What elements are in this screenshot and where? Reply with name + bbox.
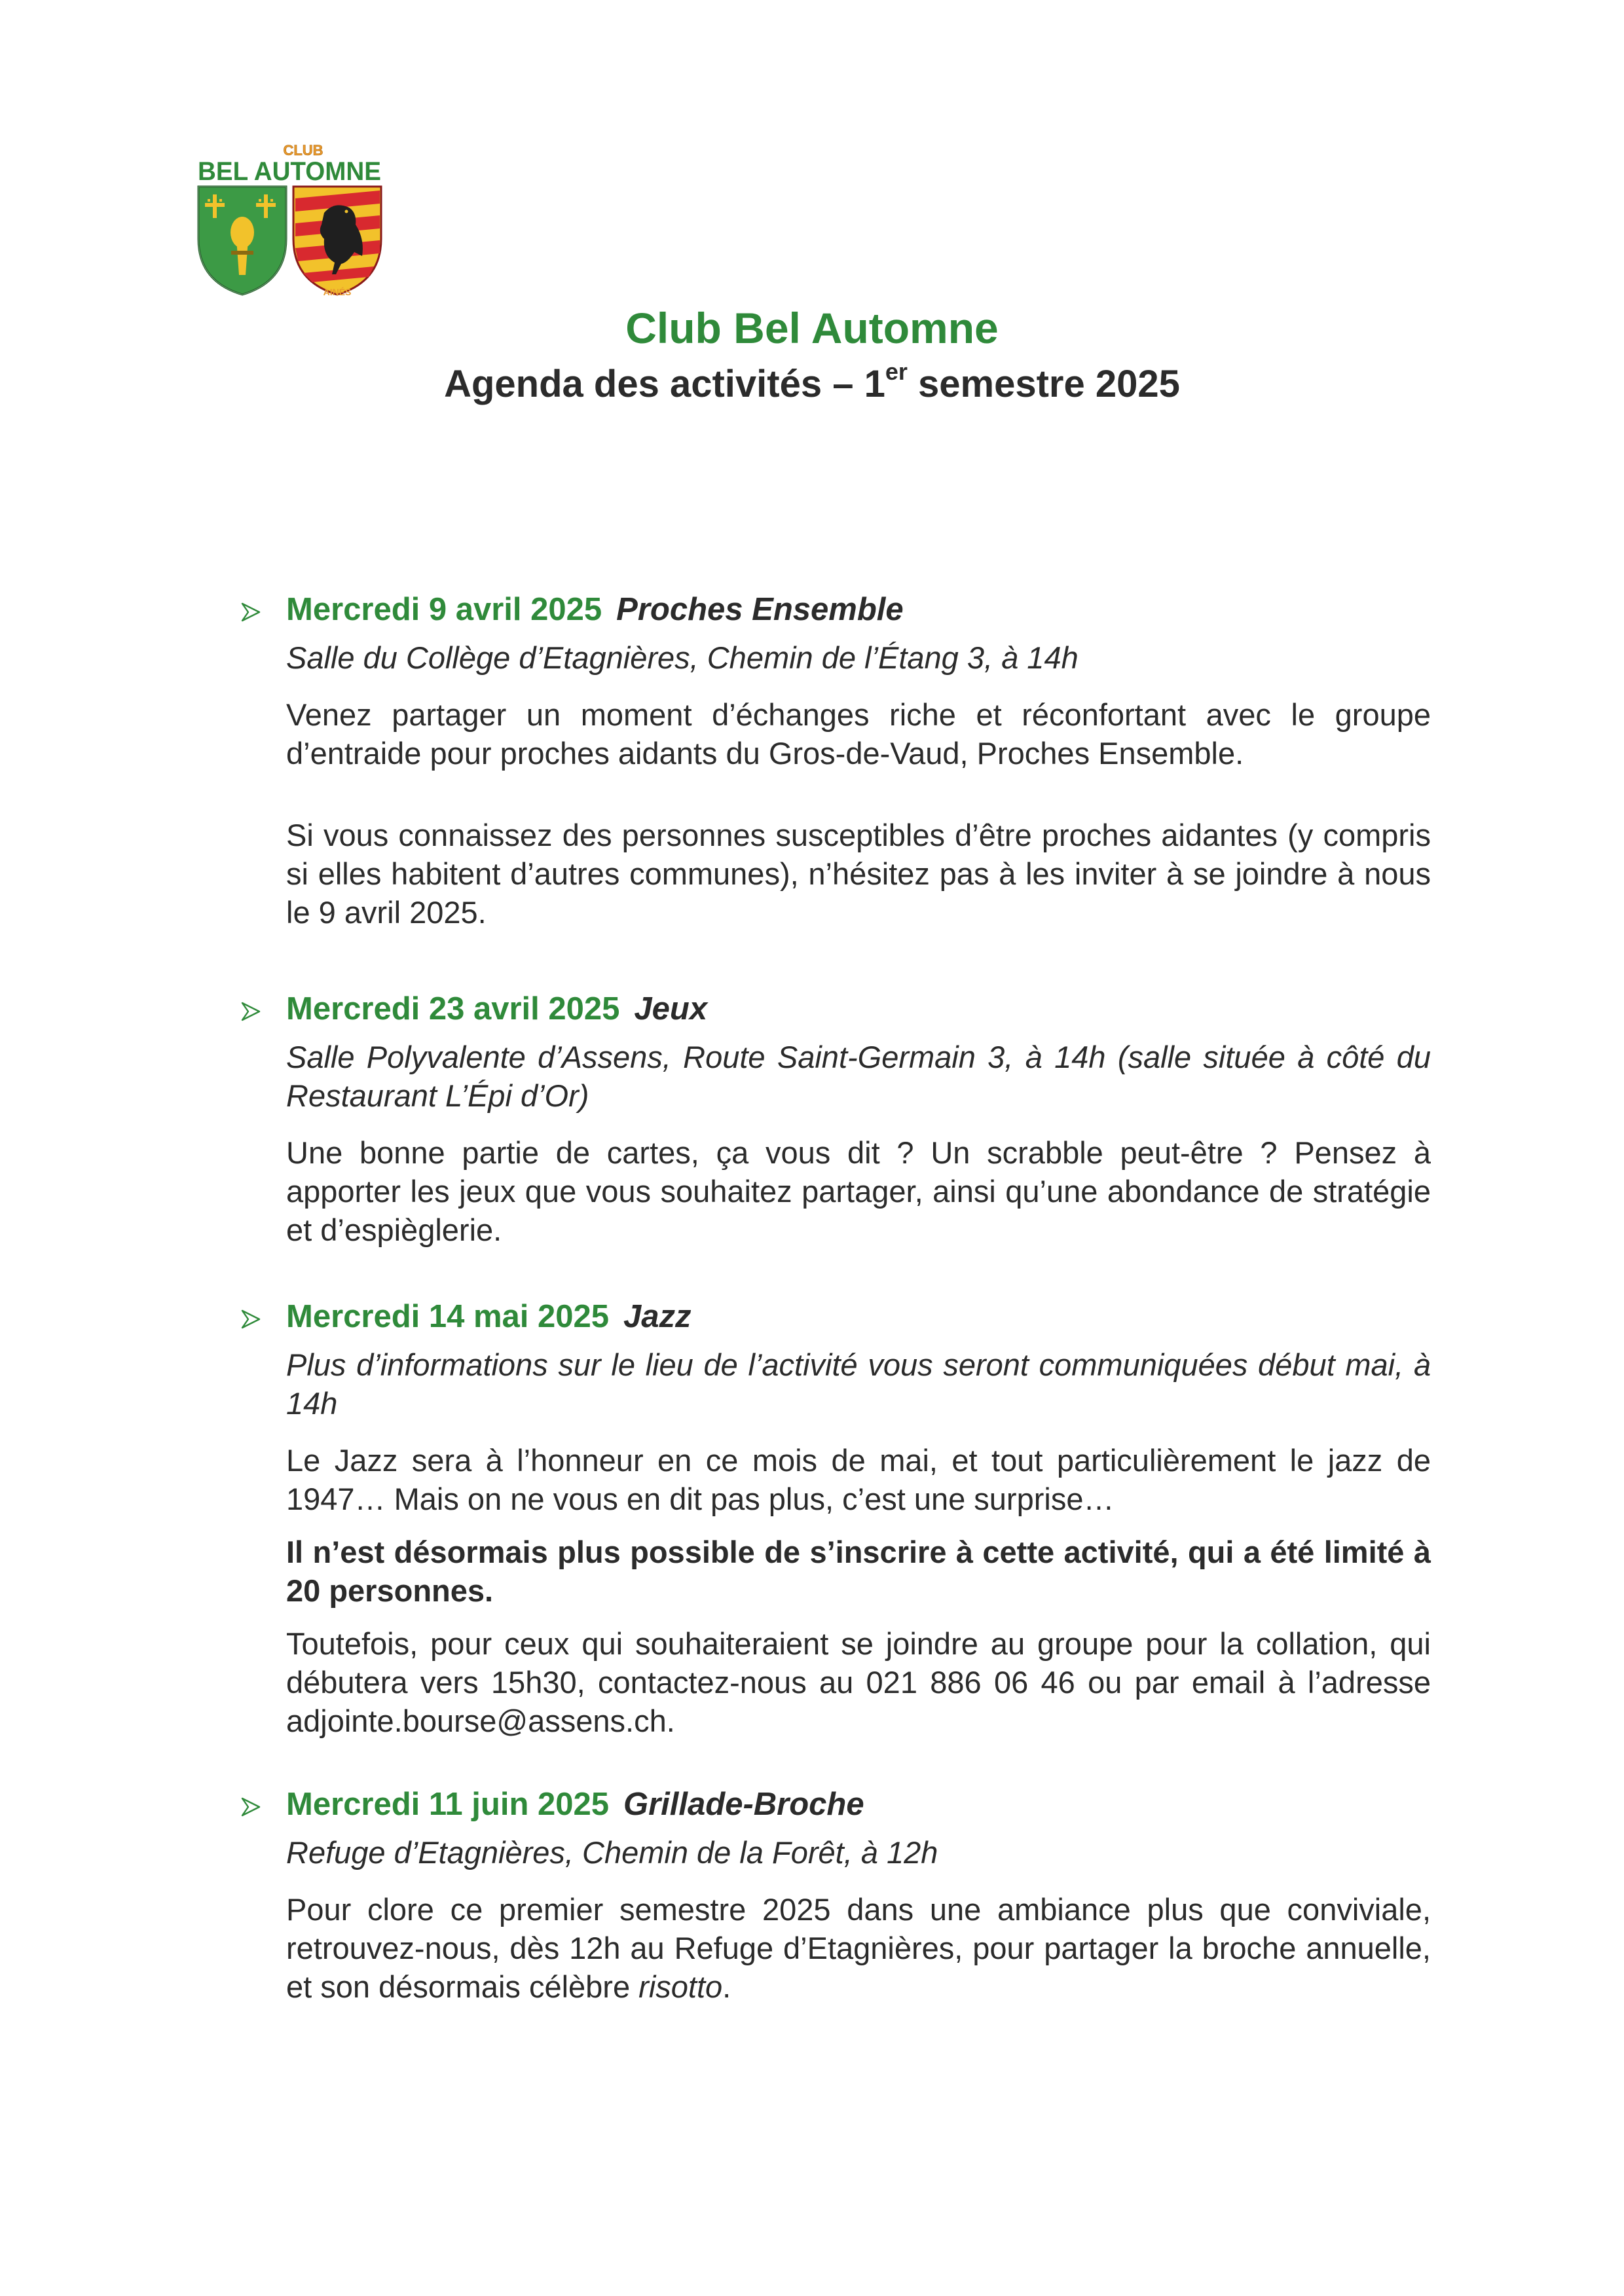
event-heading (232, 1298, 1431, 1341)
event-description: Venez partager un moment d’échanges riche et réconfortant avec le groupe d’entraide pour proches aidants du Gros-de-Vaud, Proches Ensemble. (286, 697, 1431, 771)
arrow-bullet-icon (240, 1796, 261, 1817)
arrow-bullet-icon (240, 602, 261, 623)
event-name: Jeux (634, 991, 708, 1027)
event-item (232, 1786, 1431, 2006)
event-date-text: Mercredi 9 avril 2025 (286, 592, 602, 627)
event-description-end: . (722, 1969, 731, 2004)
event-location: Salle Polyvalente d’Assens, Route Saint-Germain 3, à 14h (salle située à côté du Restaurant L’Épi d’Or) (286, 1040, 1431, 1113)
event-date (286, 591, 904, 628)
green-shield-icon (198, 187, 286, 295)
event-description (286, 1890, 1431, 2006)
subtitle-text-end: semestre 2025 (907, 363, 1180, 405)
page-subtitle (0, 358, 1624, 406)
event-description: Une bonne partie de cartes, ça vous dit ? Un scrabble peut-être ? Pensez à apporter les jeux que vous souhaitez partager, ainsi qu’une abondance de stratégie et d’espièglerie. (286, 1135, 1431, 1247)
event-item (232, 991, 1431, 1249)
event-location: Refuge d’Etagnières, Chemin de la Forêt, à 12h (286, 1835, 938, 1870)
event-name: Proches Ensemble (616, 592, 904, 627)
event-contact-info: Toutefois, pour ceux qui souhaiteraient se joindre au groupe pour la collation, qui débutera vers 15h30, contactez-nous au 021 886 06 46 ou par email à l’adresse adjointe.bourse@assens.ch. (286, 1626, 1431, 1738)
event-date-text: Mercredi 14 mai 2025 (286, 1299, 610, 1334)
logo-aines-text: AINÉS (323, 287, 352, 297)
event-date (286, 1298, 692, 1335)
event-name: Grillade-Broche (623, 1787, 864, 1822)
arrow-bullet-icon (240, 1001, 261, 1022)
event-name: Jazz (623, 1299, 692, 1334)
event-item (232, 591, 1431, 932)
event-heading (232, 591, 1431, 634)
logo-club-text: CLUB (283, 142, 323, 158)
logo-main-text: BEL AUTOMNE (198, 157, 381, 186)
event-description-italic: risotto (638, 1969, 723, 2004)
arrow-bullet-icon (240, 1309, 261, 1330)
event-date-text: Mercredi 23 avril 2025 (286, 991, 620, 1027)
subtitle-text: Agenda des activités – 1 (444, 363, 885, 405)
subtitle-superscript: er (885, 358, 908, 385)
event-heading (232, 1786, 1431, 1829)
event-item (232, 1298, 1431, 1740)
event-location: Salle du Collège d’Etagnières, Chemin de l’Étang 3, à 14h (286, 640, 1079, 675)
red-yellow-shield-icon (293, 187, 381, 295)
event-notice: Il n’est désormais plus possible de s’inscrire à cette activité, qui a été limité à 20 personnes. (286, 1535, 1431, 1608)
event-description-text: Pour clore ce premier semestre 2025 dans une ambiance plus que conviviale, retrouvez-nous, dès 12h au Refuge d’Etagnières, pour partager la broche annuelle, et son désormais célèbre (286, 1892, 1431, 2004)
club-logo (193, 141, 386, 298)
event-date-text: Mercredi 11 juin 2025 (286, 1787, 609, 1822)
page-title: Club Bel Automne (625, 304, 999, 352)
event-heading (232, 991, 1431, 1034)
event-description: Si vous connaissez des personnes susceptibles d’être proches aidantes (y compris si elles habitent d’autres communes), n’hésitez pas à les inviter à se joindre à nous le 9 avril 2025. (286, 818, 1431, 930)
event-description: Le Jazz sera à l’honneur en ce mois de mai, et tout particulièrement le jazz de 1947… Mais on ne vous en dit pas plus, c’est une surprise… (286, 1443, 1431, 1516)
event-location: Plus d’informations sur le lieu de l’activité vous seront communiquées début mai, à 14h (286, 1347, 1431, 1421)
event-date (286, 1786, 864, 1823)
event-date (286, 991, 707, 1027)
